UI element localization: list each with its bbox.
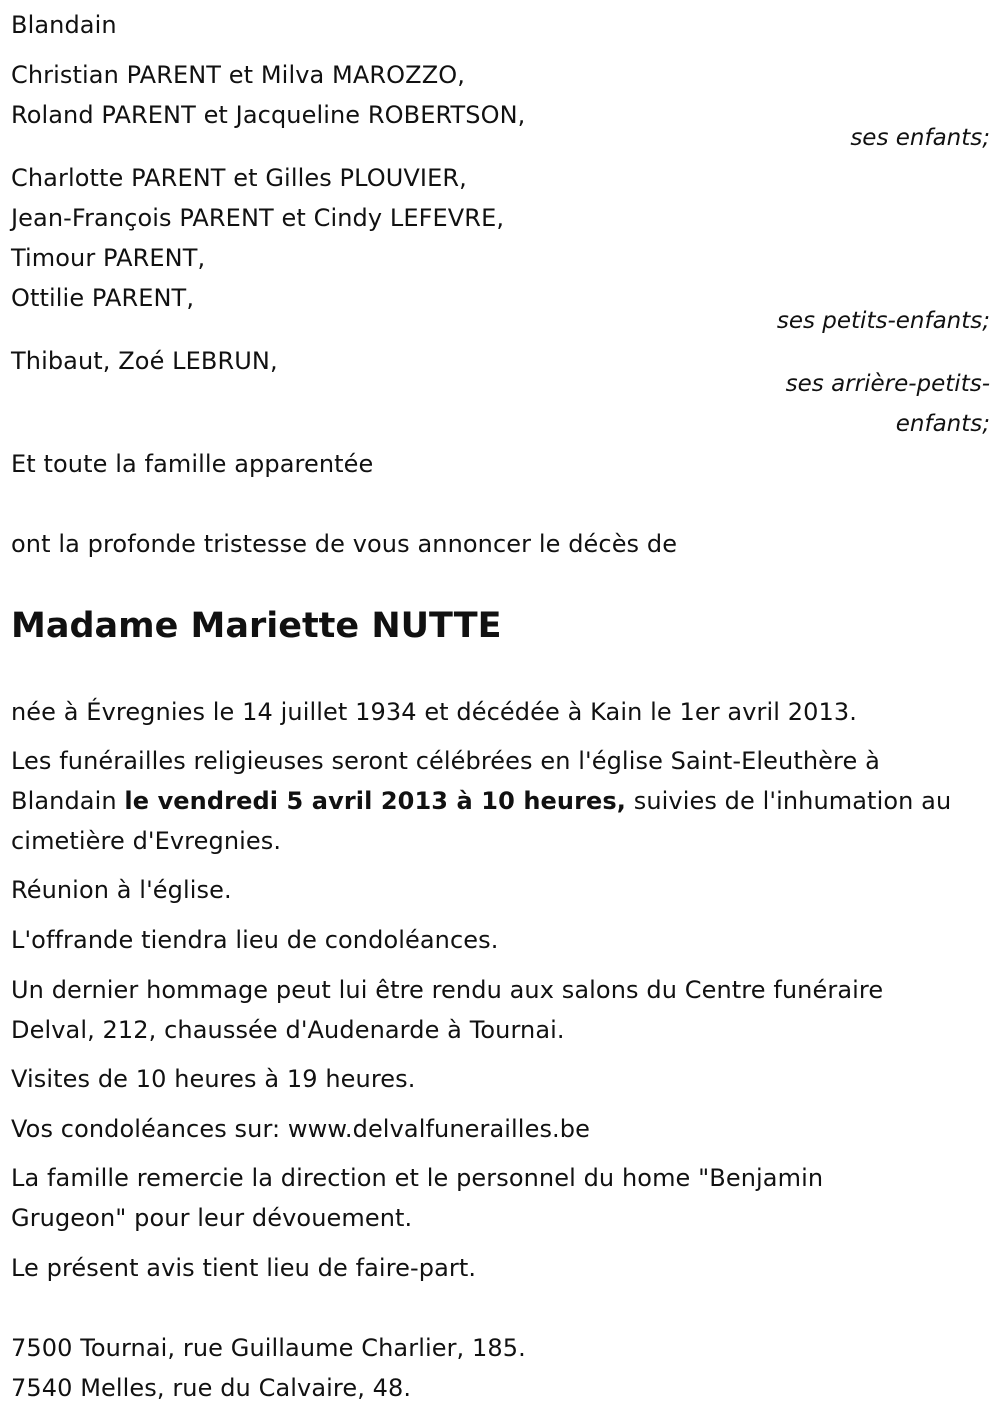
thanks-line: La famille remercie la direction et le personnel du home "Benjamin bbox=[11, 1164, 824, 1192]
offering-line: L'offrande tiendra lieu de condoléances. bbox=[11, 926, 499, 954]
condolences-line: Vos condoléances sur: www.delvalfunerailles.be bbox=[11, 1115, 590, 1143]
child-entry: Roland PARENT et Jacqueline ROBERTSON, bbox=[11, 101, 526, 129]
tribute-line: Un dernier hommage peut lui être rendu aux salons du Centre funéraire bbox=[11, 976, 884, 1004]
great-grandchildren-role: ses arrière-petits- bbox=[785, 371, 990, 397]
grandchild-entry: Ottilie PARENT, bbox=[11, 284, 195, 312]
child-entry: Christian PARENT et Milva MAROZZO, bbox=[11, 61, 465, 89]
address-line: 7540 Melles, rue du Calvaire, 48. bbox=[11, 1374, 412, 1402]
funeral-line bbox=[11, 786, 951, 816]
faire-part-line: Le présent avis tient lieu de faire-part. bbox=[11, 1254, 477, 1282]
grandchild-entry: Jean-François PARENT et Cindy LEFEVRE, bbox=[11, 204, 505, 232]
thanks-line: Grugeon" pour leur dévouement. bbox=[11, 1204, 413, 1232]
funeral-line: Les funérailles religieuses seront célébrées en l'église Saint-Eleuthère à bbox=[11, 747, 880, 775]
meeting-line: Réunion à l'église. bbox=[11, 876, 232, 904]
visits-line: Visites de 10 heures à 19 heures. bbox=[11, 1065, 416, 1093]
children-role: ses enfants; bbox=[850, 125, 990, 151]
grandchild-entry: Charlotte PARENT et Gilles PLOUVIER, bbox=[11, 164, 467, 192]
funeral-place: Blandain bbox=[11, 787, 125, 815]
address-line: 7500 Tournai, rue Guillaume Charlier, 185. bbox=[11, 1334, 526, 1362]
funeral-burial: suivies de l'inhumation au bbox=[626, 787, 952, 815]
birth-death-line: née à Évregnies le 14 juillet 1934 et décédée à Kain le 1er avril 2013. bbox=[11, 698, 857, 726]
announcement: ont la profonde tristesse de vous annoncer le décès de bbox=[11, 530, 678, 558]
funeral-date: le vendredi 5 avril 2013 à 10 heures, bbox=[124, 787, 626, 815]
funeral-line: cimetière d'Evregnies. bbox=[11, 827, 282, 855]
grandchildren-role: ses petits-enfants; bbox=[776, 308, 990, 334]
place-heading: Blandain bbox=[11, 11, 117, 39]
great-grandchildren-role-cont: enfants; bbox=[895, 411, 990, 437]
family-line: Et toute la famille apparentée bbox=[11, 450, 374, 478]
grandchild-entry: Timour PARENT, bbox=[11, 244, 206, 272]
deceased-name: Madame Mariette NUTTE bbox=[11, 606, 502, 646]
tribute-line: Delval, 212, chaussée d'Audenarde à Tournai. bbox=[11, 1016, 565, 1044]
great-grandchild-entry: Thibaut, Zoé LEBRUN, bbox=[11, 347, 278, 375]
